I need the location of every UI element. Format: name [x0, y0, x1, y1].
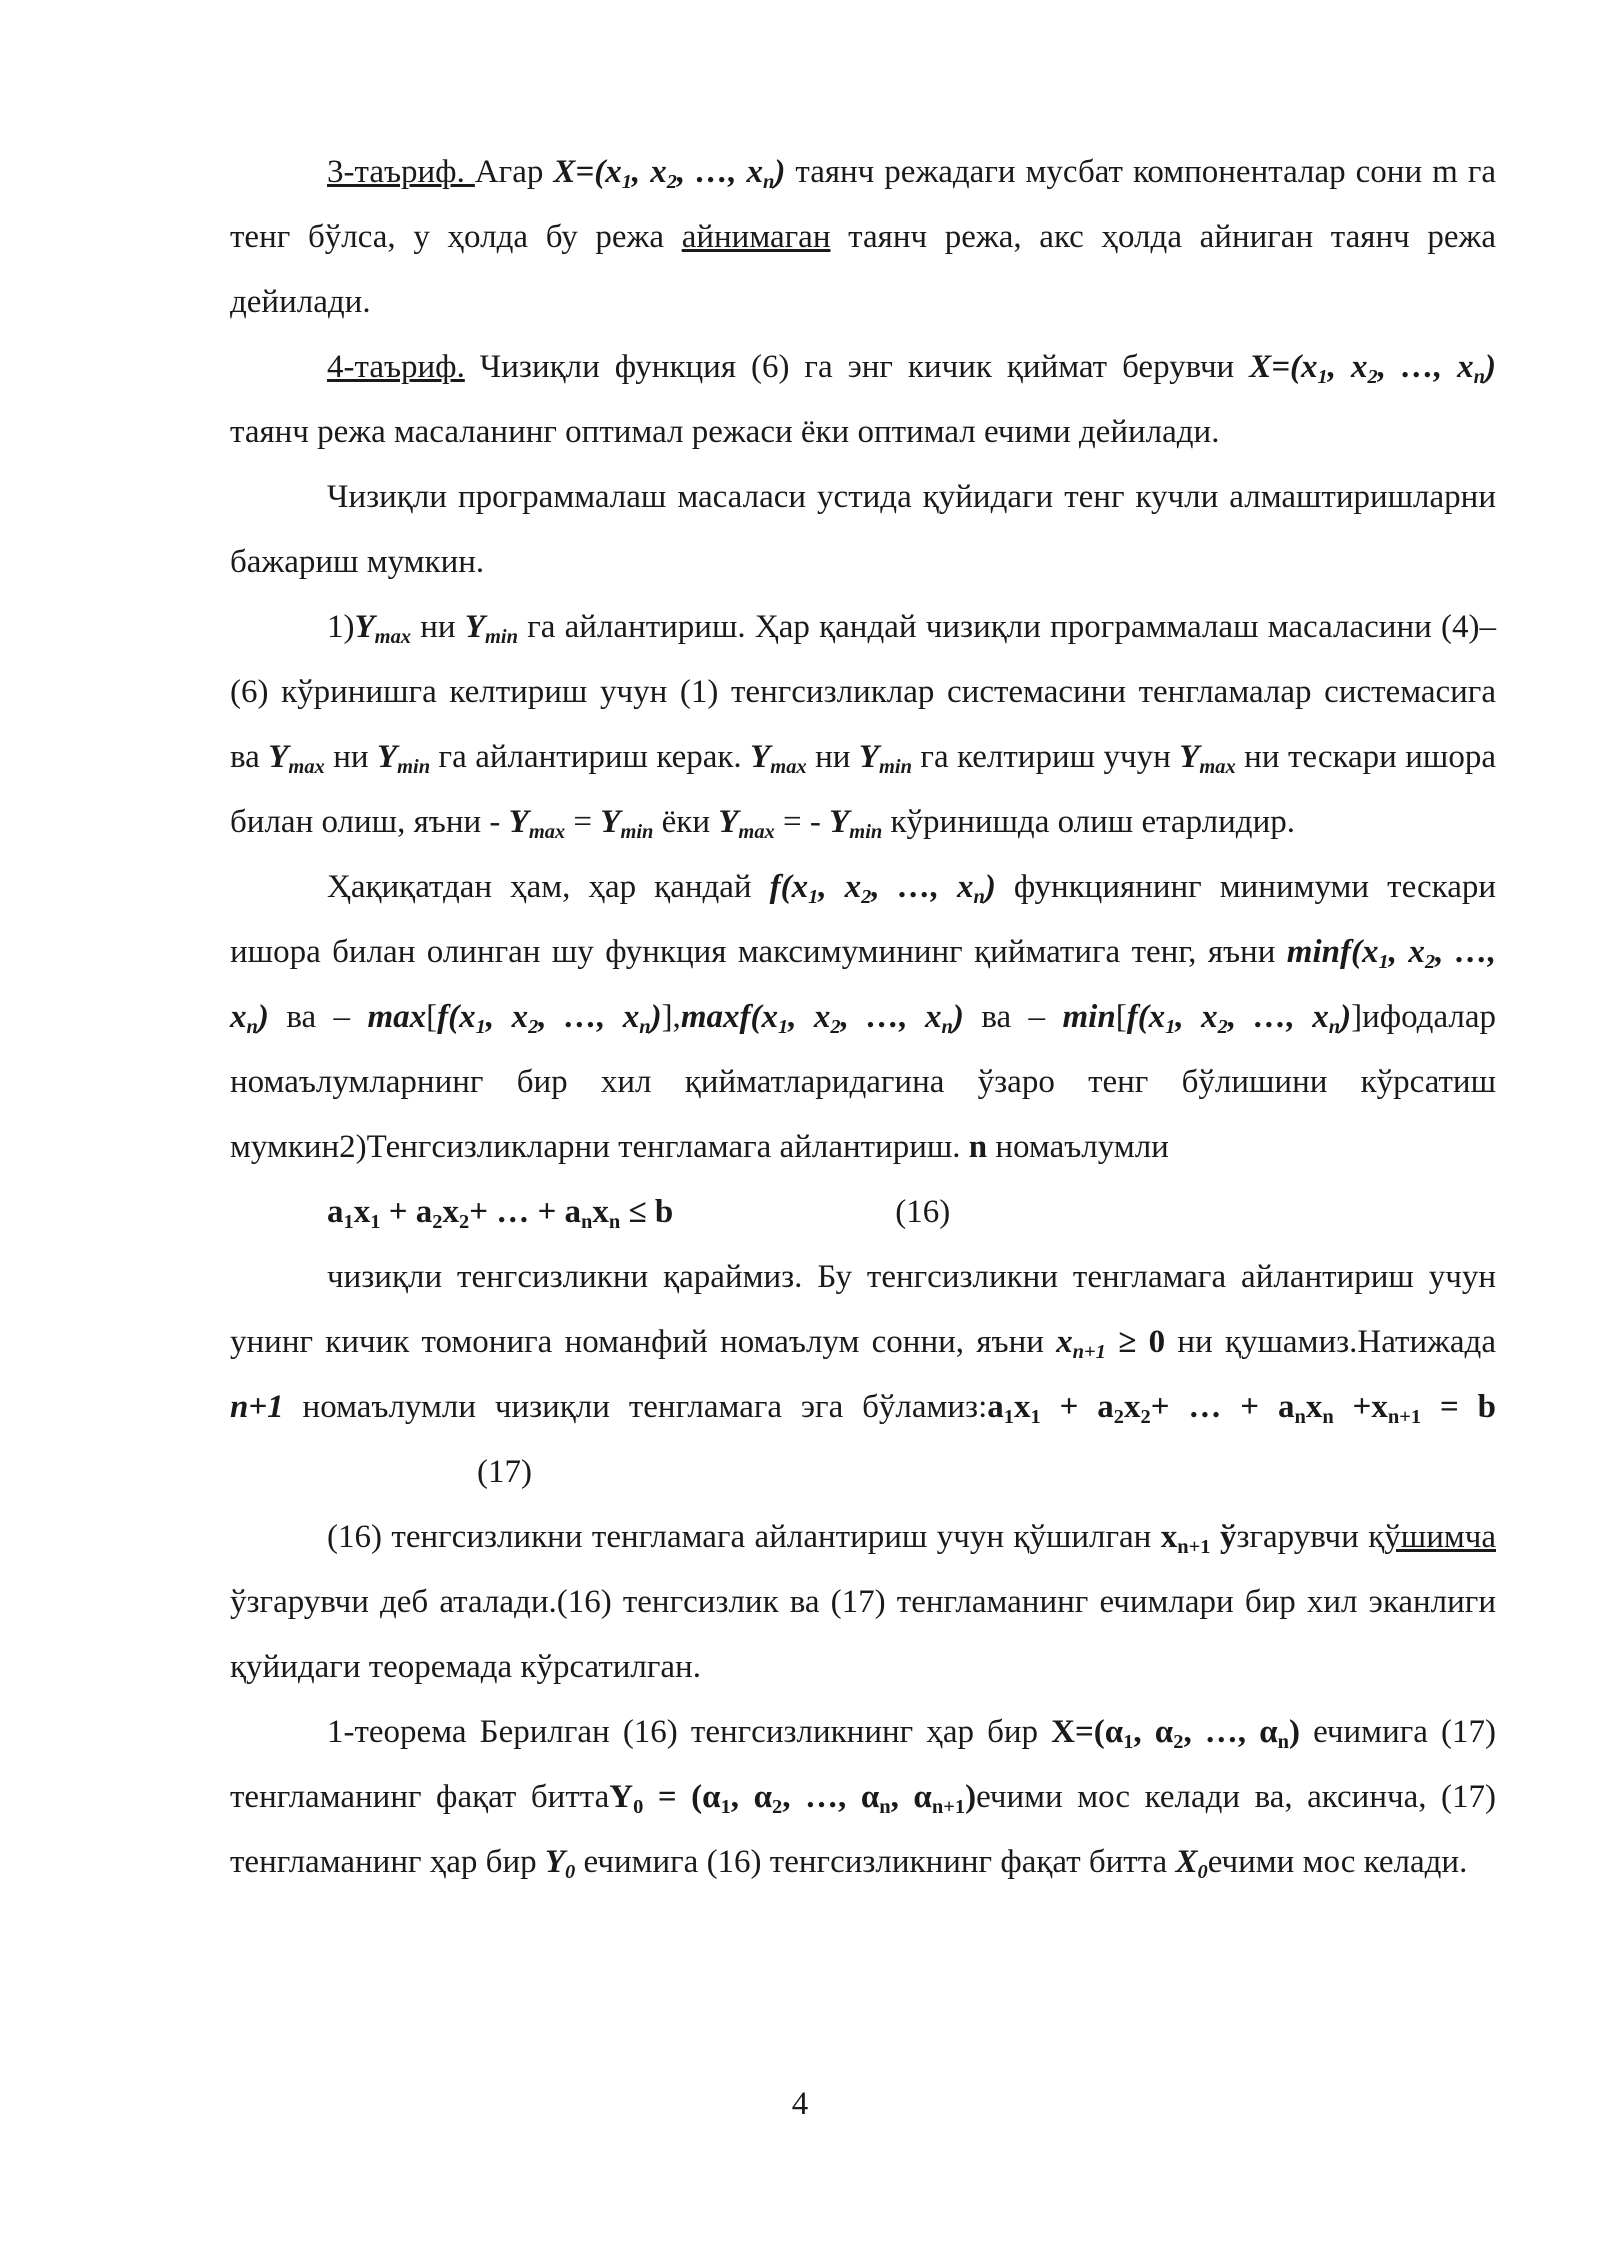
definition-4-paragraph: [230, 335, 1496, 465]
formula: $a_1x_1 + a_2x_2+$ … + $a_nx_n \le b$: [327, 1194, 674, 1234]
min-max-paragraph: Ҳақиқатдан ҳам, ҳар қандай $f(x_1$, $x_2$, …, $x_n$) функциянинг минимуми тескари ишора билан олинган шу функция максимумининг қийматига тенг, яъни $\min f(x_1$, $x_2$, …, $x_n$) ва – $\max[f(x_1$, $x_2$, …, $x_n)],\max f(x_1$, $x_2$, …, $x_n$) ва – $\min[f(x_1$, $x_2$, …, $x_n)]ифодалар$ номаълумларнинг бир хил қийматларидагина ўзаро тенг бўлишини кўрсатиш мумкин2)Тенгсизликларни тенгламага айлантириш. n номаълумли: [230, 869, 1497, 1165]
formula: $f(x_1$, $x_2$, …, $x_n$): [1126, 999, 1352, 1039]
formula: $a_1x_1 + a_2x_2+$ … + $a_nx_n +x_{n+1} = b$: [987, 1389, 1497, 1429]
transformations-intro-paragraph: Чизиқли программалаш масаласи устида қуйидаги тенг кучли алмаштиришларни бажариш мумкин.: [230, 479, 1496, 580]
formula: $x_{n+1}$: [1056, 1324, 1106, 1364]
formula: $Y_{max}$: [268, 739, 325, 779]
formula: $\min f(x_1$, $x_2$, …, $x_n$): [230, 934, 1496, 1039]
text: Чизиқли функция (6) га энг кичик қиймат берувчи: [464, 349, 1250, 385]
formula: $Y_{max}$: [508, 804, 566, 844]
formula: $X=(x_1$, $x_2$, …, $x_n$): [553, 154, 786, 194]
text: таянч режадаги мусбат компоненталар сони m га тенг бўлса, у ҳолда бу режа: [230, 154, 1497, 255]
formula: $x_{n+1}$: [1160, 1519, 1211, 1559]
formula: $Y_{min}$: [464, 609, 518, 649]
formula: $Y_{min}$: [829, 804, 883, 844]
page-number: 4: [791, 2086, 809, 2122]
formula: $X=(\alpha_1$, $\alpha_2$, …, $\alpha_n$): [1051, 1714, 1300, 1754]
formula: $f(x_1$, $x_2$, …, $x_n$): [769, 869, 996, 909]
definition-label: 3-таъриф.: [327, 154, 475, 190]
formula: $Y_0 = (\alpha_1$, $\alpha_2$, …, $\alpha_n$, $\alpha_{n+1}$): [609, 1779, 977, 1819]
additional-variable-paragraph: (16) тенгсизликни тенгламага айлантириш учун қўшилган $x_{n+1}$ ўзгарувчи қўшимча ўзгарувчи деб аталади.(16) тенгсизлик ва (17) тенгламанинг ечимлари бир хил эканлиги қуйидаги теоремада кўрсатилган.: [230, 1519, 1496, 1685]
formula: $Y_0$: [544, 1844, 576, 1884]
equation-number: (17): [477, 1454, 532, 1490]
formula: $Y_{min}$: [858, 739, 912, 779]
inequality-16: [230, 1180, 1496, 1245]
formula: $Y_{min}$: [600, 804, 654, 844]
document-page: [230, 140, 1496, 1895]
formula: $Y_{max}$: [354, 609, 412, 649]
text: Агар: [474, 154, 554, 190]
theorem-1-paragraph: 1-теорема Берилган (16) тенгсизликнинг ҳар бир $X=(\alpha_1$, $\alpha_2$, …, $\alpha_n$) ечимига (17) тенгламанинг фақат биттаY$_0$ = ($\alpha_1$, $\alpha_2$, …, $\alpha_n$, $\alpha_{n+1})ечими$ мос келади ва, аксинча, (17) тенгламанинг ҳар бир $Y_0$ ечимига (16) тенгсизликнинг фақат битта $X_0ечими$ мос келади.: [230, 1714, 1497, 1884]
formula: $Y_{max}$: [750, 739, 807, 779]
formula: $X_0$: [1175, 1844, 1208, 1884]
formula: $Y_{max}$: [1179, 739, 1236, 779]
ymax-ymin-paragraph: $1)Y_{max}$ ни $Y_{min}$ га айлантириш. Ҳар қандай чизиқли программалаш масаласини (4)–(6) кўринишга келтириш учун (1) тенгсизликлар системасини тенгламалар системасига ва $Y_{max}$ ни $Y_{min}$ га айлантириш керак. $Y_{max}$ ни $Y_{min}$ га келтириш учун $Y_{max}$ ни тескари ишора билан олиш, яъни - $Y_{max} = Y_{min}$ ёки $Y_{max}$ = - $Y_{min}$ кўринишда олиш етарлидир.: [230, 609, 1496, 844]
definition-label: 4-таъриф.: [327, 349, 465, 385]
slack-variable-paragraph: чизиқли тенгсизликни қараймиз. Бу тенгсизликни тенгламага айлантириш учун унинг кичик томонига номанфий номаълум сонни, яъни $x_{n+1} \ge 0$ ни қушамиз.Натижада n+1 номаълумли чизиқли тенгламага эга $бўламиз:a_1x_1 + a_2x_2+$ … + $a_nx_n +x_{n+1} = b(17)$: [230, 1245, 1496, 1505]
formula: $Y_{min}$: [376, 739, 431, 779]
definition-3-paragraph: [230, 140, 1496, 335]
formula: $Y_{max}$: [718, 804, 775, 844]
underlined-term: айнимаган: [681, 219, 831, 255]
formula: $\max f(x_1$, $x_2$, …, $x_n$): [680, 999, 964, 1039]
equation-number: (16): [895, 1194, 951, 1230]
formula: $X=(x_1$, $x_2$, …, $x_n$): [1249, 349, 1497, 389]
text: таянч режа масаланинг оптимал режаси ёки оптимал ечими дейилади.: [230, 414, 1220, 450]
text: таянч режа, акс ҳолда айниган таянч режа дейилади.: [230, 219, 1496, 320]
formula: $f(x_1$, $x_2$, …, $x_n$): [437, 999, 662, 1039]
